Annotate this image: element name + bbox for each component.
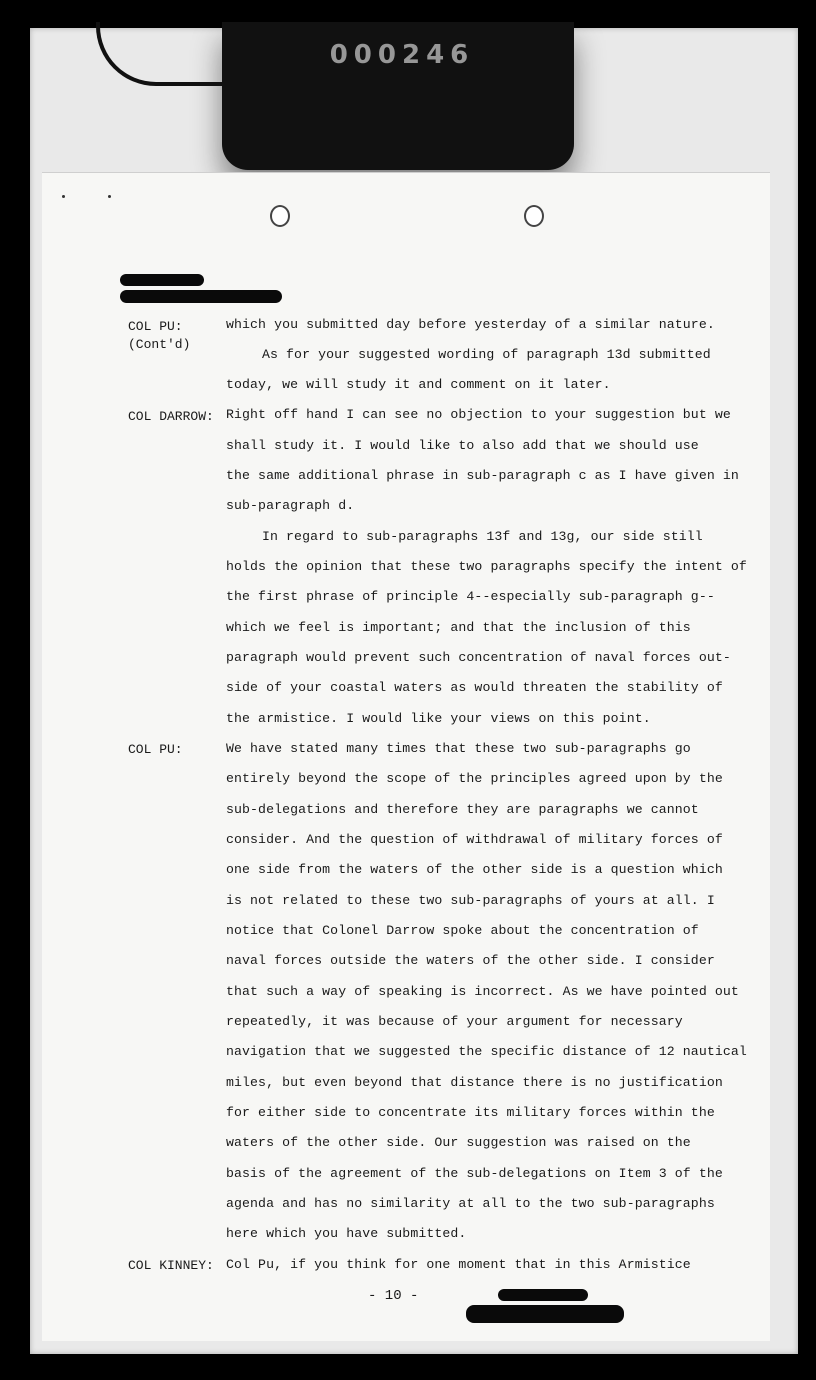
redaction-bar <box>120 274 204 286</box>
speaker-label: COL PU: (Cont'd) <box>128 319 191 352</box>
text-line: As for your suggested wording of paragraph 13d submitted <box>262 347 711 362</box>
text-line: naval forces outside the waters of the other side. I consider <box>226 953 715 968</box>
paper-speck <box>62 195 65 198</box>
punch-hole-left <box>270 205 290 227</box>
text-line: navigation that we suggested the specific distance of 12 nautical <box>226 1044 747 1059</box>
page-number: - 10 - <box>368 1288 419 1304</box>
text-line: the armistice. I would like your views on this point. <box>226 711 651 726</box>
text-line: waters of the other side. Our suggestion was raised on the <box>226 1135 691 1150</box>
text-line: entirely beyond the scope of the principles agreed upon by the <box>226 771 723 786</box>
speaker-label: COL KINNEY: <box>128 1258 214 1273</box>
text-line: sub-paragraph d. <box>226 498 355 513</box>
redaction-bar <box>120 290 282 303</box>
text-line: holds the opinion that these two paragraphs specify the intent of <box>226 559 747 574</box>
text-line: notice that Colonel Darrow spoke about the concentration of <box>226 923 699 938</box>
text-line: one side from the waters of the other side is a question which <box>226 862 723 877</box>
text-line: sub-delegations and therefore they are paragraphs we cannot <box>226 802 699 817</box>
speaker-label: COL PU: <box>128 742 183 757</box>
text-line: for either side to concentrate its military forces within the <box>226 1105 715 1120</box>
text-line: is not related to these two sub-paragraphs of yours at all. I <box>226 893 715 908</box>
text-line: repeatedly, it was because of your argument for necessary <box>226 1014 683 1029</box>
text-line: paragraph would prevent such concentration of naval forces out- <box>226 650 731 665</box>
text-line: Right off hand I can see no objection to your suggestion but we <box>226 407 731 422</box>
text-line: agenda and has no similarity at all to the two sub-paragraphs <box>226 1196 715 1211</box>
text-line: here which you have submitted. <box>226 1226 467 1241</box>
binder-clip <box>222 22 574 170</box>
text-line: miles, but even beyond that distance there is no justification <box>226 1075 723 1090</box>
redaction-bar <box>498 1289 588 1301</box>
paper-speck <box>108 195 111 198</box>
text-line: We have stated many times that these two sub-paragraphs go <box>226 741 691 756</box>
text-line: In regard to sub-paragraphs 13f and 13g, our side still <box>262 529 703 544</box>
clip-stamp-number: 000246 <box>329 40 475 70</box>
text-line: today, we will study it and comment on it later. <box>226 377 611 392</box>
text-line: shall study it. I would like to also add that we should use <box>226 438 699 453</box>
text-line: Col Pu, if you think for one moment that in this Armistice <box>226 1257 691 1272</box>
text-line: consider. And the question of withdrawal of military forces of <box>226 832 723 847</box>
redaction-bar <box>466 1305 624 1323</box>
text-line: the first phrase of principle 4--especially sub-paragraph g-- <box>226 589 715 604</box>
text-line: basis of the agreement of the sub-delegations on Item 3 of the <box>226 1166 723 1181</box>
punch-hole-right <box>524 205 544 227</box>
text-line: which we feel is important; and that the inclusion of this <box>226 620 691 635</box>
speaker-label: COL DARROW: <box>128 409 214 424</box>
text-line: that such a way of speaking is incorrect. As we have pointed out <box>226 984 739 999</box>
text-line: side of your coastal waters as would threaten the stability of <box>226 680 723 695</box>
text-line: which you submitted day before yesterday of a similar nature. <box>226 317 715 332</box>
text-line: the same additional phrase in sub-paragraph c as I have given in <box>226 468 739 483</box>
